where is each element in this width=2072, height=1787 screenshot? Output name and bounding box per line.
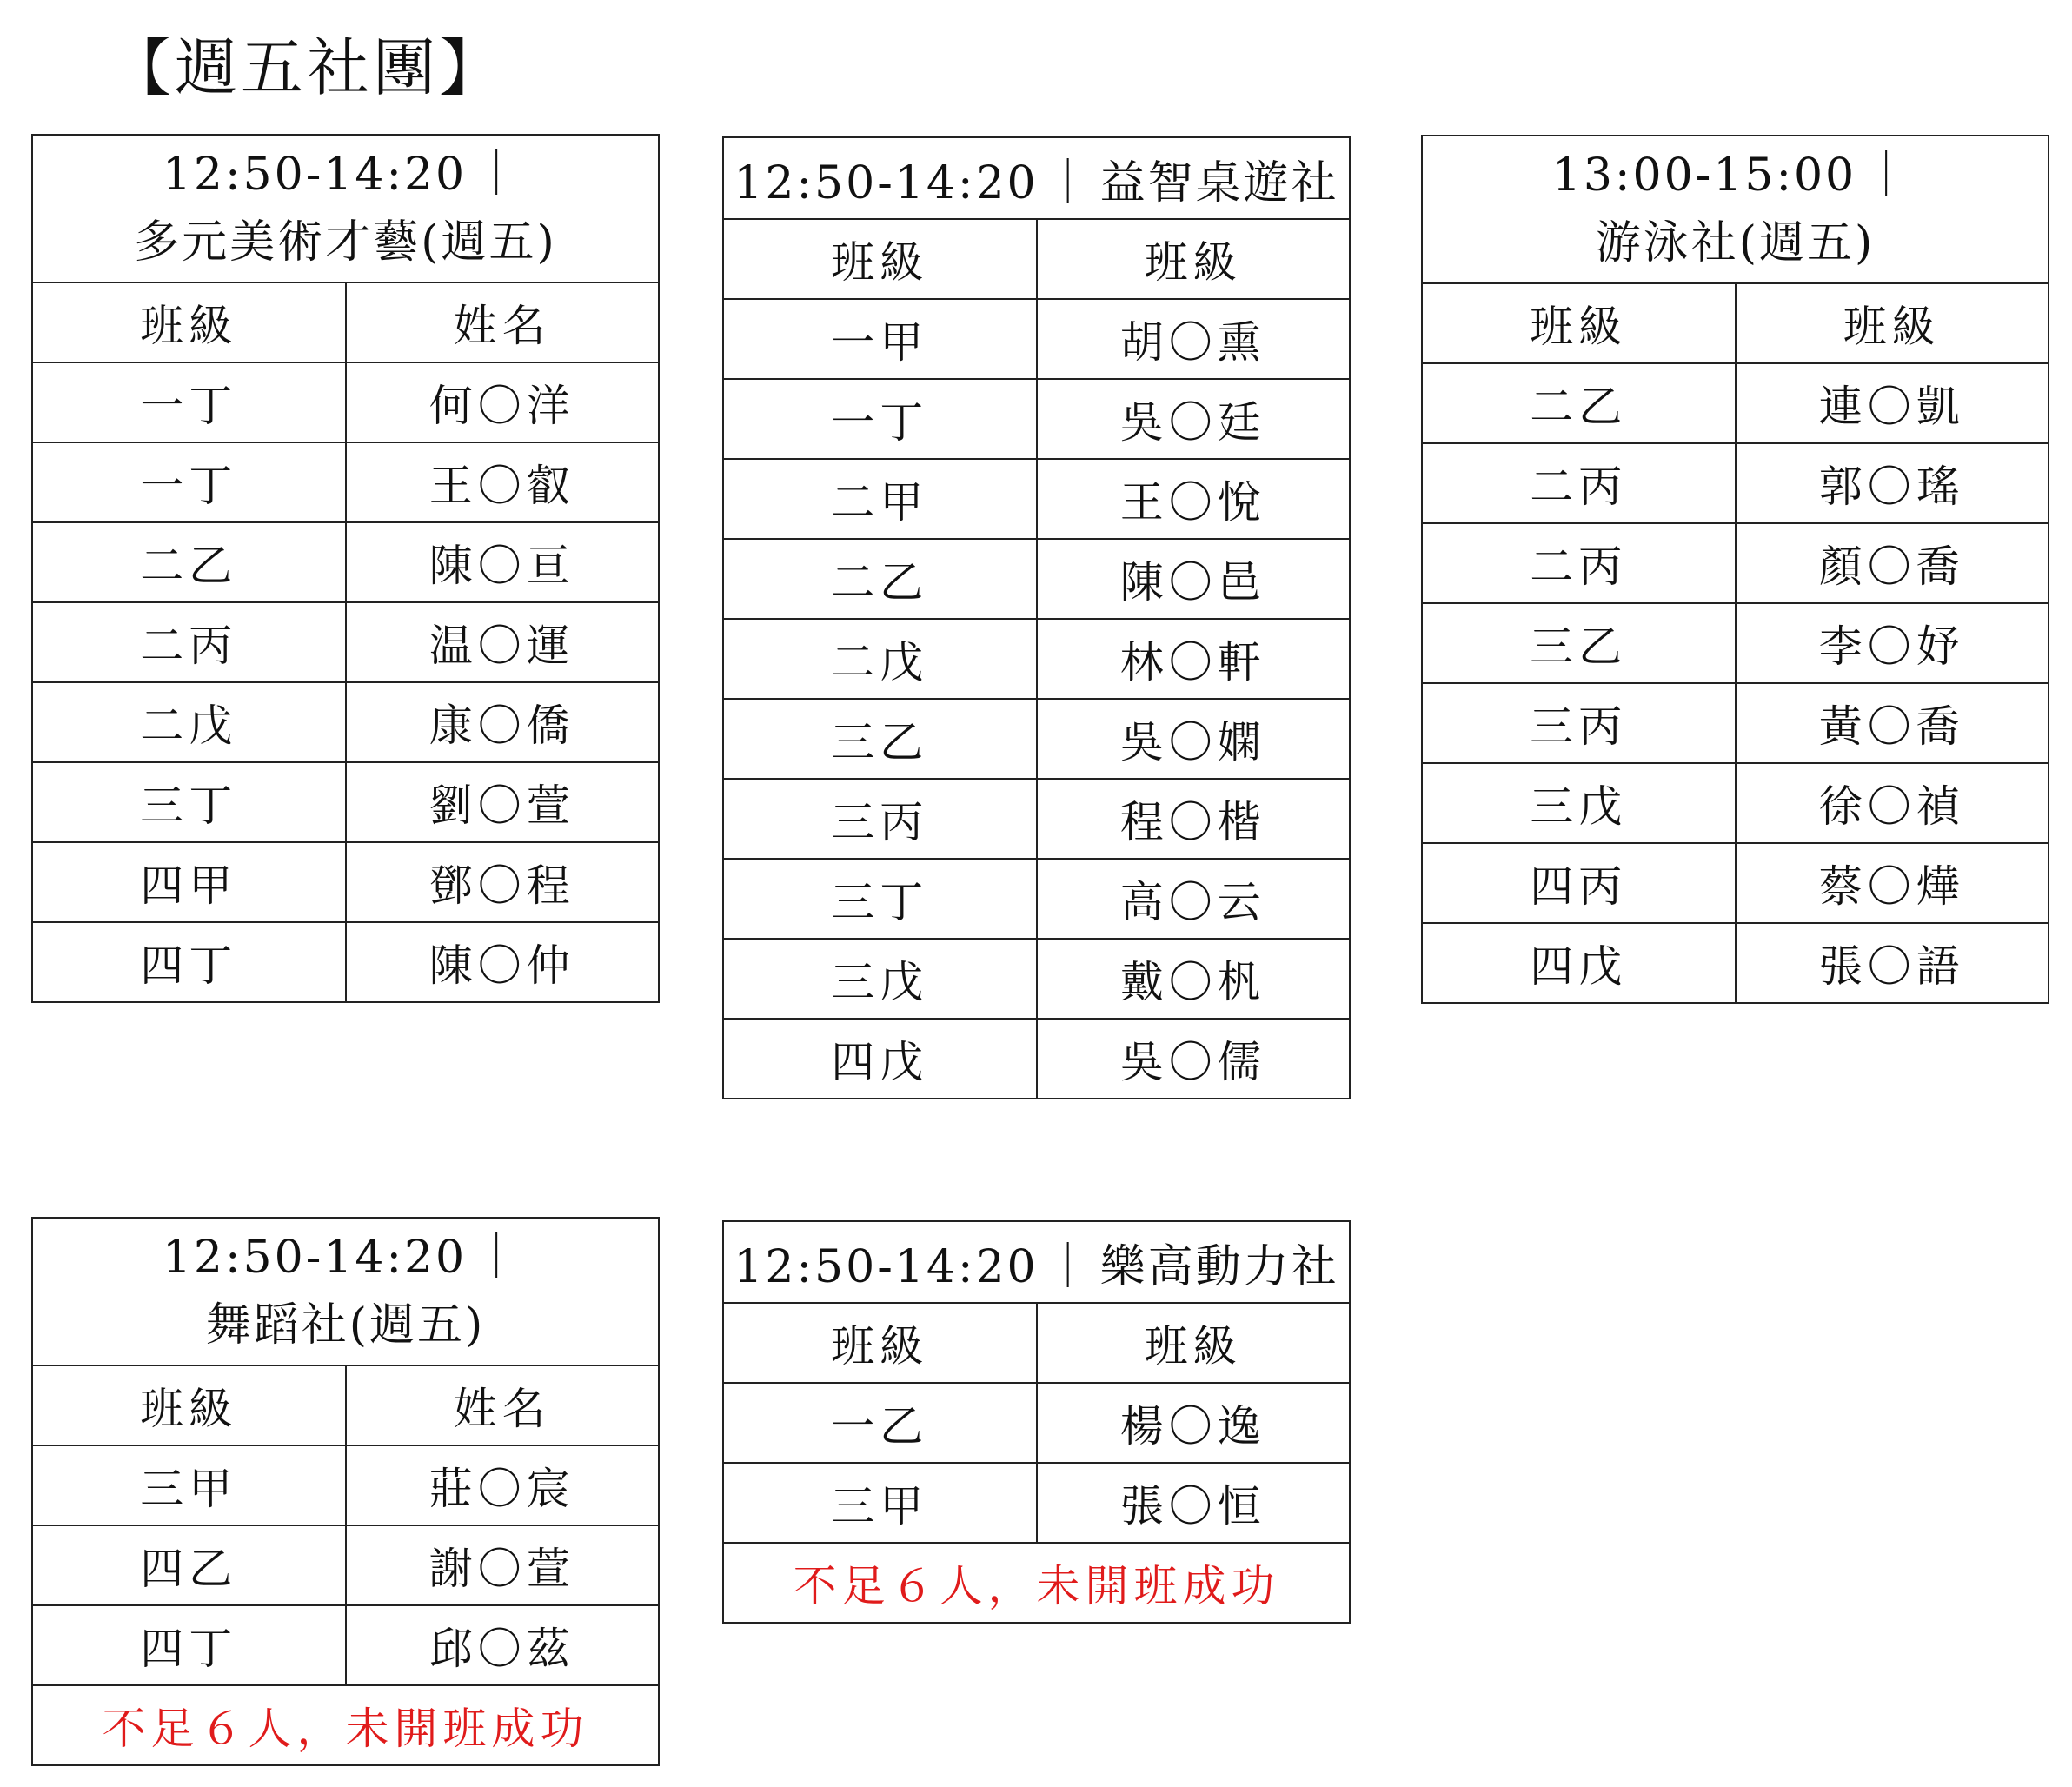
club-name: 樂高動力社 [1099,1240,1339,1293]
student-cell: 李〇妤 [1736,603,2049,683]
class-cell: 一丁 [723,379,1037,459]
club-table-lego [722,1220,1351,1624]
column-header-name: 班級 [1037,219,1351,299]
student-cell: 吳〇嫻 [1037,699,1351,779]
class-cell: 三戊 [723,939,1037,1019]
club-table-art [31,134,660,1003]
student-cell: 陳〇亘 [346,522,660,602]
class-cell: 二丙 [32,602,346,682]
class-cell: 二戊 [723,619,1037,699]
club-separator: ｜ [1045,1240,1093,1293]
club-separator: ｜ [474,1232,522,1284]
status-note: 不足６人，未開班成功 [32,1685,659,1765]
student-cell: 劉〇萱 [346,762,660,842]
table-row [723,459,1350,539]
class-cell: 一丁 [32,362,346,442]
table-row [32,1525,659,1605]
club-time: 13:00-15:00 [1551,149,1857,202]
club-name: 舞蹈社(週五) [205,1299,486,1352]
table-row [723,1463,1350,1543]
class-cell: 四丁 [32,922,346,1002]
table-row [723,299,1350,379]
club-separator: ｜ [1045,156,1093,209]
table-row [1422,843,2049,923]
student-cell: 程〇楷 [1037,779,1351,859]
club-header [32,135,659,282]
table-row [1422,363,2049,443]
student-cell: 楊〇逸 [1037,1383,1351,1463]
column-header-class: 班級 [723,219,1037,299]
class-cell: 三戊 [1422,763,1736,843]
club-time: 12:50-14:20 [162,149,468,201]
club-name: 多元美術才藝(週五) [134,216,557,269]
class-cell: 二乙 [723,539,1037,619]
club-time: 12:50-14:20 [734,156,1039,209]
column-header-name: 姓名 [346,1365,660,1445]
class-cell: 四乙 [32,1525,346,1605]
column-header-name: 姓名 [346,282,660,362]
table-row [1422,683,2049,763]
column-header-class: 班級 [723,1303,1037,1383]
student-cell: 陳〇邑 [1037,539,1351,619]
club-table-dance [31,1217,660,1766]
table-row [723,379,1350,459]
table-row [1422,763,2049,843]
table-row [32,922,659,1002]
status-note: 不足６人，未開班成功 [723,1543,1350,1623]
club-table-boardgame [722,136,1351,1099]
class-cell: 二丙 [1422,443,1736,523]
club-header [723,137,1350,219]
class-cell: 四戊 [723,1019,1037,1099]
club-name: 益智桌遊社 [1099,156,1339,209]
class-cell: 四丙 [1422,843,1736,923]
table-row [1422,443,2049,523]
class-cell: 二乙 [1422,363,1736,443]
student-cell: 温〇運 [346,602,660,682]
table-row [723,779,1350,859]
club-time: 12:50-14:20 [734,1240,1039,1293]
student-cell: 連〇凱 [1736,363,2049,443]
club-time: 12:50-14:20 [162,1232,468,1284]
table-row [32,842,659,922]
club-header [1422,136,2049,283]
student-cell: 邱〇茲 [346,1605,660,1685]
class-cell: 三丙 [723,779,1037,859]
student-cell: 康〇僑 [346,682,660,762]
student-cell: 何〇洋 [346,362,660,442]
page-title: 【週五社團】 [109,31,506,104]
student-cell: 戴〇杋 [1037,939,1351,1019]
column-header-class: 班級 [32,1365,346,1445]
table-row [32,362,659,442]
table-row [32,682,659,762]
table-row [723,619,1350,699]
class-cell: 三乙 [1422,603,1736,683]
class-cell: 四丁 [32,1605,346,1685]
table-row [32,602,659,682]
column-header-name: 班級 [1037,1303,1351,1383]
table-row [32,762,659,842]
table-row [723,939,1350,1019]
table-row [32,1605,659,1685]
student-cell: 莊〇宸 [346,1445,660,1525]
column-header-class: 班級 [1422,283,1736,363]
student-cell: 吳〇儒 [1037,1019,1351,1099]
table-row [723,1383,1350,1463]
student-cell: 吳〇廷 [1037,379,1351,459]
student-cell: 鄧〇程 [346,842,660,922]
table-row [1422,923,2049,1003]
table-row [32,522,659,602]
class-cell: 四戊 [1422,923,1736,1003]
class-cell: 一乙 [723,1383,1037,1463]
student-cell: 王〇悅 [1037,459,1351,539]
class-cell: 三丁 [723,859,1037,939]
club-separator: ｜ [1863,149,1912,202]
class-cell: 三甲 [723,1463,1037,1543]
column-header-class: 班級 [32,282,346,362]
class-cell: 一甲 [723,299,1037,379]
student-cell: 胡〇熏 [1037,299,1351,379]
student-cell: 郭〇瑤 [1736,443,2049,523]
class-cell: 二丙 [1422,523,1736,603]
table-row [723,859,1350,939]
club-header [723,1221,1350,1303]
club-table-swimming [1421,135,2049,1004]
student-cell: 謝〇萱 [346,1525,660,1605]
table-row [723,539,1350,619]
student-cell: 林〇軒 [1037,619,1351,699]
student-cell: 徐〇禎 [1736,763,2049,843]
class-cell: 一丁 [32,442,346,522]
class-cell: 二戊 [32,682,346,762]
student-cell: 王〇叡 [346,442,660,522]
class-cell: 三甲 [32,1445,346,1525]
student-cell: 蔡〇燁 [1736,843,2049,923]
table-row [32,1445,659,1525]
table-row [723,699,1350,779]
student-cell: 張〇語 [1736,923,2049,1003]
class-cell: 三丁 [32,762,346,842]
student-cell: 顏〇喬 [1736,523,2049,603]
table-row [1422,523,2049,603]
table-row [1422,603,2049,683]
club-separator: ｜ [474,149,522,201]
class-cell: 三乙 [723,699,1037,779]
student-cell: 張〇恒 [1037,1463,1351,1543]
class-cell: 四甲 [32,842,346,922]
table-row [723,1019,1350,1099]
student-cell: 黃〇喬 [1736,683,2049,763]
column-header-name: 班級 [1736,283,2049,363]
table-row [32,442,659,522]
club-name: 游泳社(週五) [1595,217,1876,269]
student-cell: 高〇云 [1037,859,1351,939]
class-cell: 二乙 [32,522,346,602]
class-cell: 三丙 [1422,683,1736,763]
class-cell: 二甲 [723,459,1037,539]
student-cell: 陳〇仲 [346,922,660,1002]
club-header [32,1218,659,1365]
